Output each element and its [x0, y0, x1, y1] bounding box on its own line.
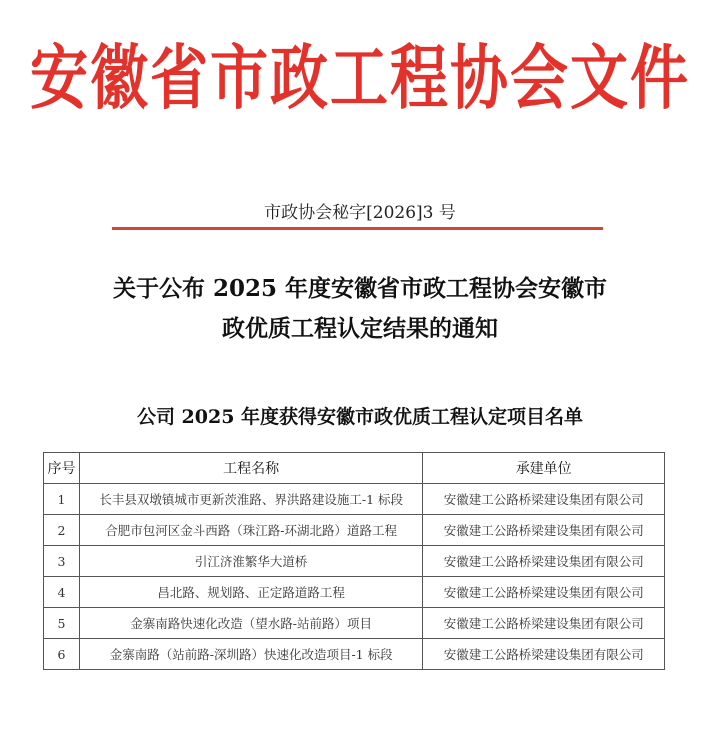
cell-no: 3 [44, 546, 80, 577]
cell-builder: 安徽建工公路桥梁建设集团有限公司 [423, 639, 665, 670]
cell-name: 金寨南路快速化改造（望水路-站前路）项目 [79, 608, 422, 639]
cell-no: 1 [44, 484, 80, 515]
table-row [44, 577, 665, 608]
cell-no: 5 [44, 608, 80, 639]
project-table [43, 452, 665, 670]
col-header-no: 序号 [44, 453, 80, 484]
table-row [44, 639, 665, 670]
cell-name: 合肥市包河区金斗西路（珠江路-环湖北路）道路工程 [79, 515, 422, 546]
cell-builder: 安徽建工公路桥梁建设集团有限公司 [423, 484, 665, 515]
cell-name: 引江济淮繁华大道桥 [79, 546, 422, 577]
cell-builder: 安徽建工公路桥梁建设集团有限公司 [423, 577, 665, 608]
org-title: 安徽省市政工程协会文件 [29, 37, 690, 119]
table-row [44, 608, 665, 639]
col-header-name: 工程名称 [79, 453, 422, 484]
table-row [44, 484, 665, 515]
cell-name: 长丰县双墩镇城市更新茨淮路、界洪路建设施工-1 标段 [79, 484, 422, 515]
notice-title-line2: 政优质工程认定结果的通知 [222, 315, 498, 342]
cell-name: 昌北路、规划路、正定路道路工程 [79, 577, 422, 608]
notice-title-line1: 关于公布 2025 年度安徽省市政工程协会安徽市 [112, 275, 608, 302]
cell-name: 金寨南路（站前路-深圳路）快速化改造项目-1 标段 [79, 639, 422, 670]
col-header-builder: 承建单位 [423, 453, 665, 484]
cell-builder: 安徽建工公路桥梁建设集团有限公司 [423, 546, 665, 577]
cell-no: 6 [44, 639, 80, 670]
doc-number: 市政协会秘字[2026]3 号 [264, 203, 456, 223]
table-header-row [44, 453, 665, 484]
table-row [44, 546, 665, 577]
cell-builder: 安徽建工公路桥梁建设集团有限公司 [423, 608, 665, 639]
red-divider [112, 227, 603, 230]
table-row [44, 515, 665, 546]
cell-builder: 安徽建工公路桥梁建设集团有限公司 [423, 515, 665, 546]
list-subtitle: 公司 2025 年度获得安徽市政优质工程认定项目名单 [136, 406, 584, 428]
cell-no: 2 [44, 515, 80, 546]
cell-no: 4 [44, 577, 80, 608]
